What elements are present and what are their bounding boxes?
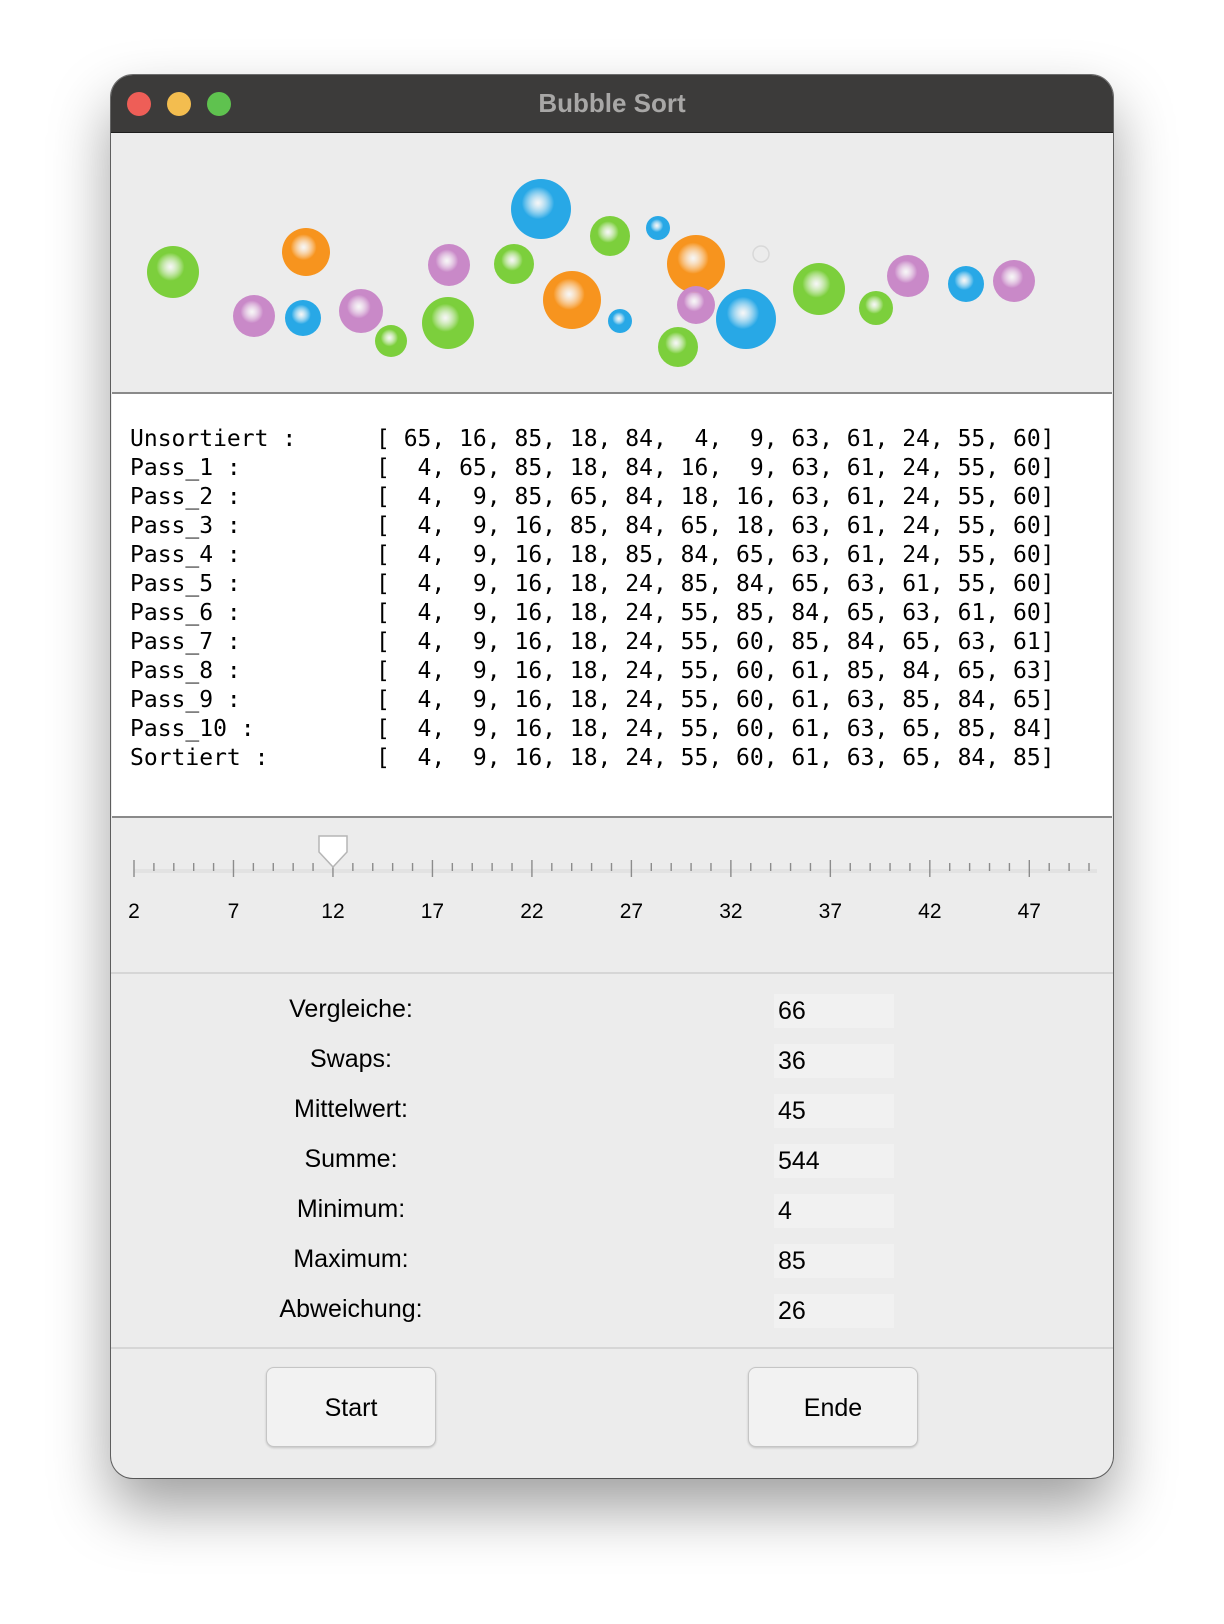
log-row-pass-2 (130, 482, 1055, 512)
bubbles-graphic (111, 133, 1113, 392)
log-label: Pass_4 : (130, 542, 241, 568)
log-values: [ 4, 9, 85, 65, 84, 18, 16, 63, 61, 24, 55, 60] (376, 484, 1055, 510)
maximum-label: Maximum: (293, 1245, 409, 1273)
log-row-pass-1 (130, 453, 1055, 483)
minimum-value: 4 (774, 1194, 894, 1228)
window-title: Bubble Sort (538, 88, 686, 118)
slider-tick-label: 2 (128, 900, 140, 923)
log-values: [ 4, 9, 16, 85, 84, 65, 18, 63, 61, 24, 55, 60] (376, 513, 1055, 539)
bubble (716, 289, 776, 349)
app-window (111, 75, 1113, 1478)
title-bar (111, 75, 1113, 133)
bubble (511, 179, 571, 239)
bubble (608, 309, 632, 333)
start-button[interactable]: Start (266, 1367, 436, 1447)
log-values: [ 4, 9, 16, 18, 85, 84, 65, 63, 61, 24, 55, 60] (376, 542, 1055, 568)
log-row-pass-7 (130, 627, 1055, 657)
slider-tick-label: 32 (719, 900, 743, 923)
log-row-unsorted (130, 424, 1055, 454)
log-values: [ 4, 9, 16, 18, 24, 55, 60, 61, 63, 85, 84, 65] (376, 687, 1055, 713)
sum-label: Summe: (304, 1145, 398, 1173)
mean-value: 45 (774, 1094, 894, 1128)
bubble (590, 216, 630, 256)
bubble (339, 289, 383, 333)
slider-tick-label: 22 (520, 900, 544, 923)
bubble (147, 246, 199, 298)
bubble (646, 216, 670, 240)
comparisons-label: Vergleiche: (289, 995, 413, 1023)
log-values: [ 65, 16, 85, 18, 84, 4, 9, 63, 61, 24, 55, 60] (376, 426, 1055, 452)
bubble (948, 266, 984, 302)
deviation-value: 26 (774, 1294, 894, 1328)
log-row-pass-10 (130, 714, 1055, 744)
log-label: Unsortiert : (130, 426, 297, 452)
log-row-pass-9 (130, 685, 1055, 715)
log-values: [ 4, 9, 16, 18, 24, 55, 60, 85, 84, 65, 63, 61] (376, 629, 1055, 655)
log-row-pass-8 (130, 656, 1055, 686)
log-row-sorted (130, 743, 1055, 773)
log-row-pass-4 (130, 540, 1055, 570)
minimum-label: Minimum: (296, 1195, 406, 1223)
log-row-pass-3 (130, 511, 1055, 541)
log-values: [ 4, 9, 16, 18, 24, 85, 84, 65, 63, 61, 55, 60] (376, 571, 1055, 597)
comparisons-value: 66 (774, 994, 894, 1028)
log-label: Pass_2 : (130, 484, 241, 510)
log-values: [ 4, 65, 85, 18, 84, 16, 9, 63, 61, 24, 55, 60] (376, 455, 1055, 481)
slider-thumb[interactable] (316, 834, 350, 870)
bubble (887, 255, 929, 297)
slider-tick-label: 12 (321, 900, 345, 923)
bubble (422, 297, 474, 349)
log-values: [ 4, 9, 16, 18, 24, 55, 85, 84, 65, 63, 61, 60] (376, 600, 1055, 626)
log-label: Pass_3 : (130, 513, 241, 539)
deviation-label: Abweichung: (279, 1295, 423, 1323)
bubble (543, 271, 601, 329)
maximum-value: 85 (774, 1244, 894, 1278)
sort-log-panel (112, 392, 1112, 818)
bubble (658, 327, 698, 367)
slider-tick-label: 7 (227, 900, 240, 923)
mean-label: Mittelwert: (294, 1095, 408, 1123)
bubble (494, 244, 534, 284)
bubble (282, 228, 330, 276)
log-row-pass-5 (130, 569, 1055, 599)
bubble (667, 235, 725, 293)
end-button[interactable]: Ende (748, 1367, 918, 1447)
log-label: Pass_8 : (130, 658, 241, 684)
slider-tick-label: 37 (818, 900, 843, 923)
log-label: Pass_10 : (130, 716, 255, 742)
log-label: Pass_1 : (130, 455, 241, 481)
bubble (677, 286, 715, 324)
log-label: Pass_6 : (130, 600, 241, 626)
bubble (993, 260, 1035, 302)
log-values: [ 4, 9, 16, 18, 24, 55, 60, 61, 63, 65, 85, 84] (376, 716, 1055, 742)
log-label: Pass_7 : (130, 629, 241, 655)
bubble (859, 291, 893, 325)
log-label: Pass_5 : (130, 571, 241, 597)
log-label: Sortiert : (130, 745, 269, 771)
bubble (428, 244, 470, 286)
slider-tick-label: 17 (420, 900, 445, 923)
bubble (285, 300, 321, 336)
bubble (793, 263, 845, 315)
slider-tick-label: 47 (1017, 900, 1041, 923)
bubble (375, 325, 407, 357)
log-label: Pass_9 : (130, 687, 241, 713)
bubble (753, 246, 769, 262)
divider (111, 972, 1113, 974)
bubble (233, 295, 275, 337)
swaps-label: Swaps: (310, 1045, 392, 1073)
size-slider[interactable] (111, 820, 1113, 970)
log-values: [ 4, 9, 16, 18, 24, 55, 60, 61, 85, 84, 65, 63] (376, 658, 1055, 684)
slider-tick-label: 27 (619, 900, 644, 923)
sum-value: 544 (774, 1144, 894, 1178)
slider-ticks (111, 820, 1113, 900)
divider (111, 1347, 1113, 1349)
bubble-animation-canvas (111, 133, 1113, 392)
log-row-pass-6 (130, 598, 1055, 628)
swaps-value: 36 (774, 1044, 894, 1078)
log-values: [ 4, 9, 16, 18, 24, 55, 60, 61, 63, 65, 84, 85] (376, 745, 1055, 771)
slider-tick-label: 42 (918, 900, 942, 923)
